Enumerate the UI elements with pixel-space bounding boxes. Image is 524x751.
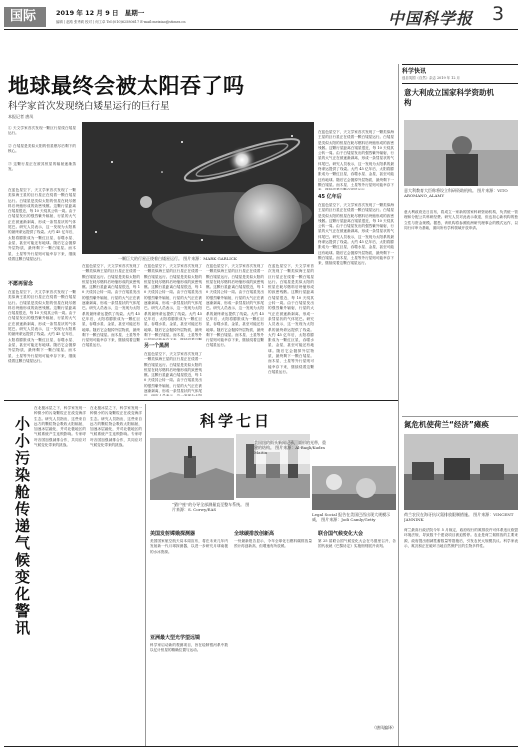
item-heading: 美国发射嫦娥探测器 <box>150 531 196 537</box>
sidebar-left-body: 在北极冰层之下，科学家发现一种微小的污染颗粒正在改变海洋生态。研究人员指出，这些来自远方的颗粒物会吸收太阳辐射，加速冰层融化，并对北极地区的气候系统产生连锁影响。专家呼吁各国加强减排合作，共同应对气候变化带来的挑战。 <box>34 406 86 448</box>
lead-byline: 本报记者 唐凤 <box>8 114 34 119</box>
right-divider <box>402 416 518 417</box>
intro-point: ② 白矮星是类似太阳的恒星燃尽后剩下的核心。 <box>8 144 76 154</box>
right-story1-body: 意大利政府近日宣布，将成立一家新的国家科研资助机构，负责统一管理和分配公共科研经费。研究人员对此表示欢迎，但也担心新机构的独立性与资金规模。据悉，该机构将参照欧洲研究理事会的模式运作，以同行评审为基础，面向所有学科领域开放申请。 <box>404 210 518 230</box>
item-text: 美国国家航空航天局本周宣布，将在未来几年内发射新一代月球探测器，以进一步研究月球南极的水冰资源。 <box>150 539 228 554</box>
section-label: 国际 <box>10 9 37 24</box>
date-text: 2019 年 12 月 9 日 <box>56 9 119 17</box>
right-banner-sub: 选自英国《自然》杂志 2019 年 12 月 <box>402 76 460 80</box>
lead-body-col: 在蓝色星空下，天文学家首次发现了一颗类似海王星的巨行星正在绕着一颗白矮星运行。白矮星是类似太阳的恒星在耗尽燃料后坍缩形成的致密残骸。这颗行星距离白矮星很近，每 10 天绕其公转一周。由于白矮星发出的强烈紫外辐射，行星的大气正在被逐渐剥离，形成一条彗星状的气体尾巴。研究人员表示，这一发现为太阳系的最终命运提供了线索。大约 45 亿年后，太阳将膨胀成为一颗红巨星，吞噬水星、金星，甚至可能还有地球。随后它会抛掉外层物质，最终剩下一颗白矮星。而木星、土星等外行星则可能幸存下 <box>318 130 394 187</box>
lead-body-col: 在蓝色星空下，天文学家首次发现了一颗类似海王星的巨行星正在绕着一颗白矮星运行。白矮星是类似太阳的恒星在耗尽燃料后坍缩形成的致密残骸。这颗行星距离白矮星很近，每 10 天绕其公转一周。由于白矮星发出的强烈紫外辐射，行星的大气正在被逐渐剥离，形成一条彗星状的气体尾巴。研究人员表示，这一发现为太阳系的最终命运提供了线索。大约 45 亿年后，太阳将膨胀成为一颗红巨星，吞噬水星、金星，甚至可能还有地球。随后它会抛掉外层物质，最终剩下一颗白矮星。而木星、土星等外行星则可能幸存下来，继续绕着这颗白矮星运行。 <box>82 264 140 348</box>
intro-point: ③ 这颗行星正在被其恒星的辐射逐渐蒸发。 <box>8 162 76 172</box>
item-text: 第 25 届联合国气候变化大会在马德里召开，各国代表就《巴黎协定》实施细则展开谈判。 <box>318 539 396 549</box>
science-week-caption: “猎户座”的分导全部测量直至整车系统。 图片来源：S. Corwy/EAS <box>172 502 250 512</box>
science-week-item <box>150 634 228 739</box>
page-number: 3 <box>492 3 505 25</box>
lead-subhead: 科学家首次发现绕白矮星运行的巨行星 <box>8 101 170 112</box>
right-story2-caption: 荷兰农民在海牙抗议氮排放限制措施。 图片来源：VINCENT JANNINK <box>404 512 514 522</box>
item-heading: 全球碳排放创新高 <box>234 531 275 537</box>
masthead-editors: 编辑 | 赵路 张秀莉 校对 | 何工卓 Tel:(010)62580617 E-mail:meixiao@stimes.cn <box>56 20 186 24</box>
lead-body-col: 在蓝色星空下，天文学家首次发现了一颗类似海王星的巨行星正在绕着一颗白矮星运行。白矮星是类似太阳的恒星在耗尽燃料后坍缩形成的致密残骸。这颗行星距离白矮星很近，每 10 天绕其公转一周。由于白矮星发出的强烈紫外辐射，行星的大气正在被逐渐剥离，形成一条彗星状的气体尾 <box>144 352 202 394</box>
sidebar-left-headline: 小小污染舱传递气候变化警讯 <box>13 416 31 637</box>
lead-headline: 地球最终会被太阳吞了吗 <box>8 74 245 98</box>
lead-body-col: 在蓝色星空下，天文学家首次发现了一颗类似海王星的巨行星正在绕着一颗白矮星运行。白矮星是类似太阳的恒星在耗尽燃料后坍缩形成的致密残骸。这颗行星距离白矮星很近，每 10 天绕其公转一周。由于白矮星发出的强烈紫外辐射，行星的大气正在被逐渐剥离，形成一条彗星状的气体尾巴。研究人员表示，这一发现为太阳系的最终命运提供了线索。大约 45 亿年后，太阳将膨胀成为一颗红巨星，吞噬水星、金星，甚至可能还有地球。随后它会抛掉外层物质，最终剩下一颗白矮星。而木星、土星等外行星则可能幸存下来，继续绕着这颗白矮星运行。 <box>268 264 314 374</box>
science-week-caption: Legal Social 报告在美国巴西出现大规模示威， 图片来源：Jodi Camly/Getty <box>312 512 391 522</box>
science-week-caption: 美国纽约街头新闻记录，圆形的光带，重建的结构。 图片来源：Al-Baqli/Kudra Maitin <box>254 440 326 464</box>
masthead-rule <box>4 29 518 30</box>
lead-body-col: 在蓝色星空下，天文学家首次发现了一颗类似海王星的巨行星正在绕着一颗白矮星运行。白矮星是类似太阳的恒星在耗尽燃料后坍缩形成的致密残骸。这颗行星距离白矮星很近，每 10 天绕其公转一周。由于白矮星发出的强烈紫外辐射，行星的大气正在被逐渐剥离，形成一条彗星状的气体尾巴。研究人员表示，这一发现为太阳系的最终命运提供了线索。大约 45 亿年后，太阳将膨胀成为一颗红巨星，吞噬水星、金星，甚至可能还有地球。随后它会抛掉外层物质，最终剩下一颗白矮星。而木星、土星等外 <box>144 264 202 337</box>
lead-body-col: 在蓝色星空下，天文学家首次发现了一颗类似海王星的巨行星正在绕着一颗白矮星运行。白矮星是类似太阳的恒星在耗尽燃料后坍缩形成的致密残骸。这颗行星距离白矮星很近，每 10 天绕其公转一周。由于白矮星发出的强烈紫外辐射，行星的大气正在被逐渐剥离，形成一条彗星状的气体尾巴。研究人员表示，这一发现为太阳系的最终命运提供了线索。大约 45 亿年后，太阳将膨胀成为一颗红巨星，吞噬水星、金星，甚至可能还有地球。随后它会抛掉外层物质，最终剩下一颗白矮星。而木星、土星等外行星则可能幸存下来，继续绕着这颗白矮星运行。 <box>206 264 264 348</box>
column-divider <box>398 64 399 746</box>
lead-body-col: 在蓝色星空下，天文学家首次发现了一颗类似海王星的巨行星正在绕着一颗白矮星运行。白矮星是类似太阳的恒星在耗尽燃料后坍缩形成的致密残骸。这颗行星距离白矮星很近，每 10 天绕其公转一周。由于白矮星发出的强烈紫外辐射，行星的大气正在被逐渐剥离，形成一条彗星状的气体尾巴。研究人员表示，这一发现为太阳系的最终命运提供了线索。大约 45 亿年后，太阳将膨胀成为一颗红巨星，吞噬水星、金星，甚至可能还有地球。随后它会抛掉外层物质，最终剩下一颗白矮星。而木星、土星等外行星则可能幸存下来，继续绕着这颗白矮星运行。 <box>318 203 394 266</box>
item-heading: 联合国气候变化大会 <box>318 531 364 537</box>
page-bottom-rule <box>4 746 518 747</box>
intro-points <box>8 126 76 178</box>
mid-heading-2: 另一个黑洞 <box>144 343 170 349</box>
science-week-footer: （唐凤编译） <box>372 725 396 730</box>
section-45: 45 亿年后 <box>318 194 342 200</box>
right-story2-body: 荷兰最高行政法院今年 5 月裁定，政府现行的氮排放许可体系违反欧盟环境法规，导致数千个建设项目被迫暂停。农业是荷兰氮排放的主要来源，政府提出削减牲畜数量等措施后，引发农民大规模抗议。科学家表示，氮沉积正在破坏当地自然保护区的生物多样性。 <box>404 528 518 548</box>
sidebar-left <box>4 404 36 744</box>
item-text: 科学家启动新的观测项目，旨在绘制银河系中数以亿计恒星的精确位置与运动。 <box>150 643 228 653</box>
right-story1-photo <box>404 120 518 186</box>
science-week-title: 科学七日 <box>200 412 273 430</box>
masthead-date <box>56 8 144 17</box>
item-text: 一份最新报告显示，今年全球化石燃料碳排放量预计再创新高，但增速有所放缓。 <box>234 539 312 549</box>
science-week-items <box>150 530 396 744</box>
paper-name-logo: 中国科学报 <box>388 9 474 28</box>
right-banner <box>402 64 518 84</box>
science-week-item <box>234 530 312 735</box>
right-banner-title: 科学快讯 <box>402 68 427 75</box>
lead-image-caption: 一颗巨大的行星正绕着白矮星运行。 图片来源：MARK GARLICK <box>118 256 237 261</box>
intro-point: ① 天文学家首次发现一颗巨行星绕白矮星运行。 <box>8 126 76 136</box>
sidebar-divider <box>145 404 146 746</box>
science-week-photo-3 <box>312 466 396 510</box>
science-week-item <box>318 530 396 731</box>
right-story1-headline: 意大利成立国家科学资助机构 <box>404 88 494 107</box>
lead-body-col: 在蓝色星空下，天文学家首次发现了一颗类似海王星的巨行星正在绕着一颗白矮星运行。白矮星是类似太阳的恒星在耗尽燃料后坍缩形成的致密残骸。这颗行星距离白矮星很近，每 10 天绕其公转一周。由于白矮星发出的强烈紫外辐射，行星的大气正在被逐渐剥离，形成一条彗星状的气体尾巴。研究人员表示，这一发现为太阳系的最终命运提供了线索。大约 45 亿年后，太阳将膨胀成为一颗红巨星，吞噬水星、金星，甚至可能还有地球。随后它会抛掉外层物质，最终剩下一颗白矮星。而木星、土星等外行星则可能幸存下来，继续绕着这颗白矮星运行。 <box>8 188 76 261</box>
science-week-photo-1 <box>150 438 234 500</box>
lead-image <box>82 122 314 254</box>
sidebar-left-body: 在北极冰层之下，科学家发现一种微小的污染颗粒正在改变海洋生态。研究人员指出，这些来自远方的颗粒物会吸收太阳辐射，加速冰层融化，并对北极地区的气候系统产生连锁影响。专家呼吁各国加强减排合作，共同应对气候变化带来的挑战。 <box>90 406 142 448</box>
science-week-item <box>150 530 228 627</box>
weekday-text: 星期一 <box>124 9 145 17</box>
mid-heading: 不愿再留念 <box>8 281 34 287</box>
right-story2-headline: 氮危机使荷兰“经济”瘫痪 <box>404 420 489 429</box>
lead-body-col: 在蓝色星空下，天文学家首次发现了一颗类似海王星的巨行星正在绕着一颗白矮星运行。白矮星是类似太阳的恒星在耗尽燃料后坍缩形成的致密残骸。这颗行星距离白矮星很近，每 10 天绕其公转一周。由于白矮星发出的强烈紫外辐射，行星的大气正在被逐渐剥离，形成一条彗星状的气体尾巴。研究人员表示，这一发现为太阳系的最终命运提供了线索。大约 45 亿年后，太阳将膨胀成为一颗红巨星，吞噬水星、金星，甚至可能还有地球。随后它会抛掉外层物质，最终剩下一颗白矮星。而木星、土星等外行星则可能幸存下来，继续绕着这颗白矮星运行。 <box>8 290 76 363</box>
right-story1-caption: 意大利教育大臣称将设立科研资助机构。 图片来源：VITO AROMANO_ALAMY <box>404 188 508 198</box>
right-story2-photo <box>404 434 518 510</box>
section-tab <box>4 7 46 27</box>
lead-bottom-rule <box>4 400 398 401</box>
item-heading: 亚洲最大型光学望远镜 <box>150 635 201 641</box>
